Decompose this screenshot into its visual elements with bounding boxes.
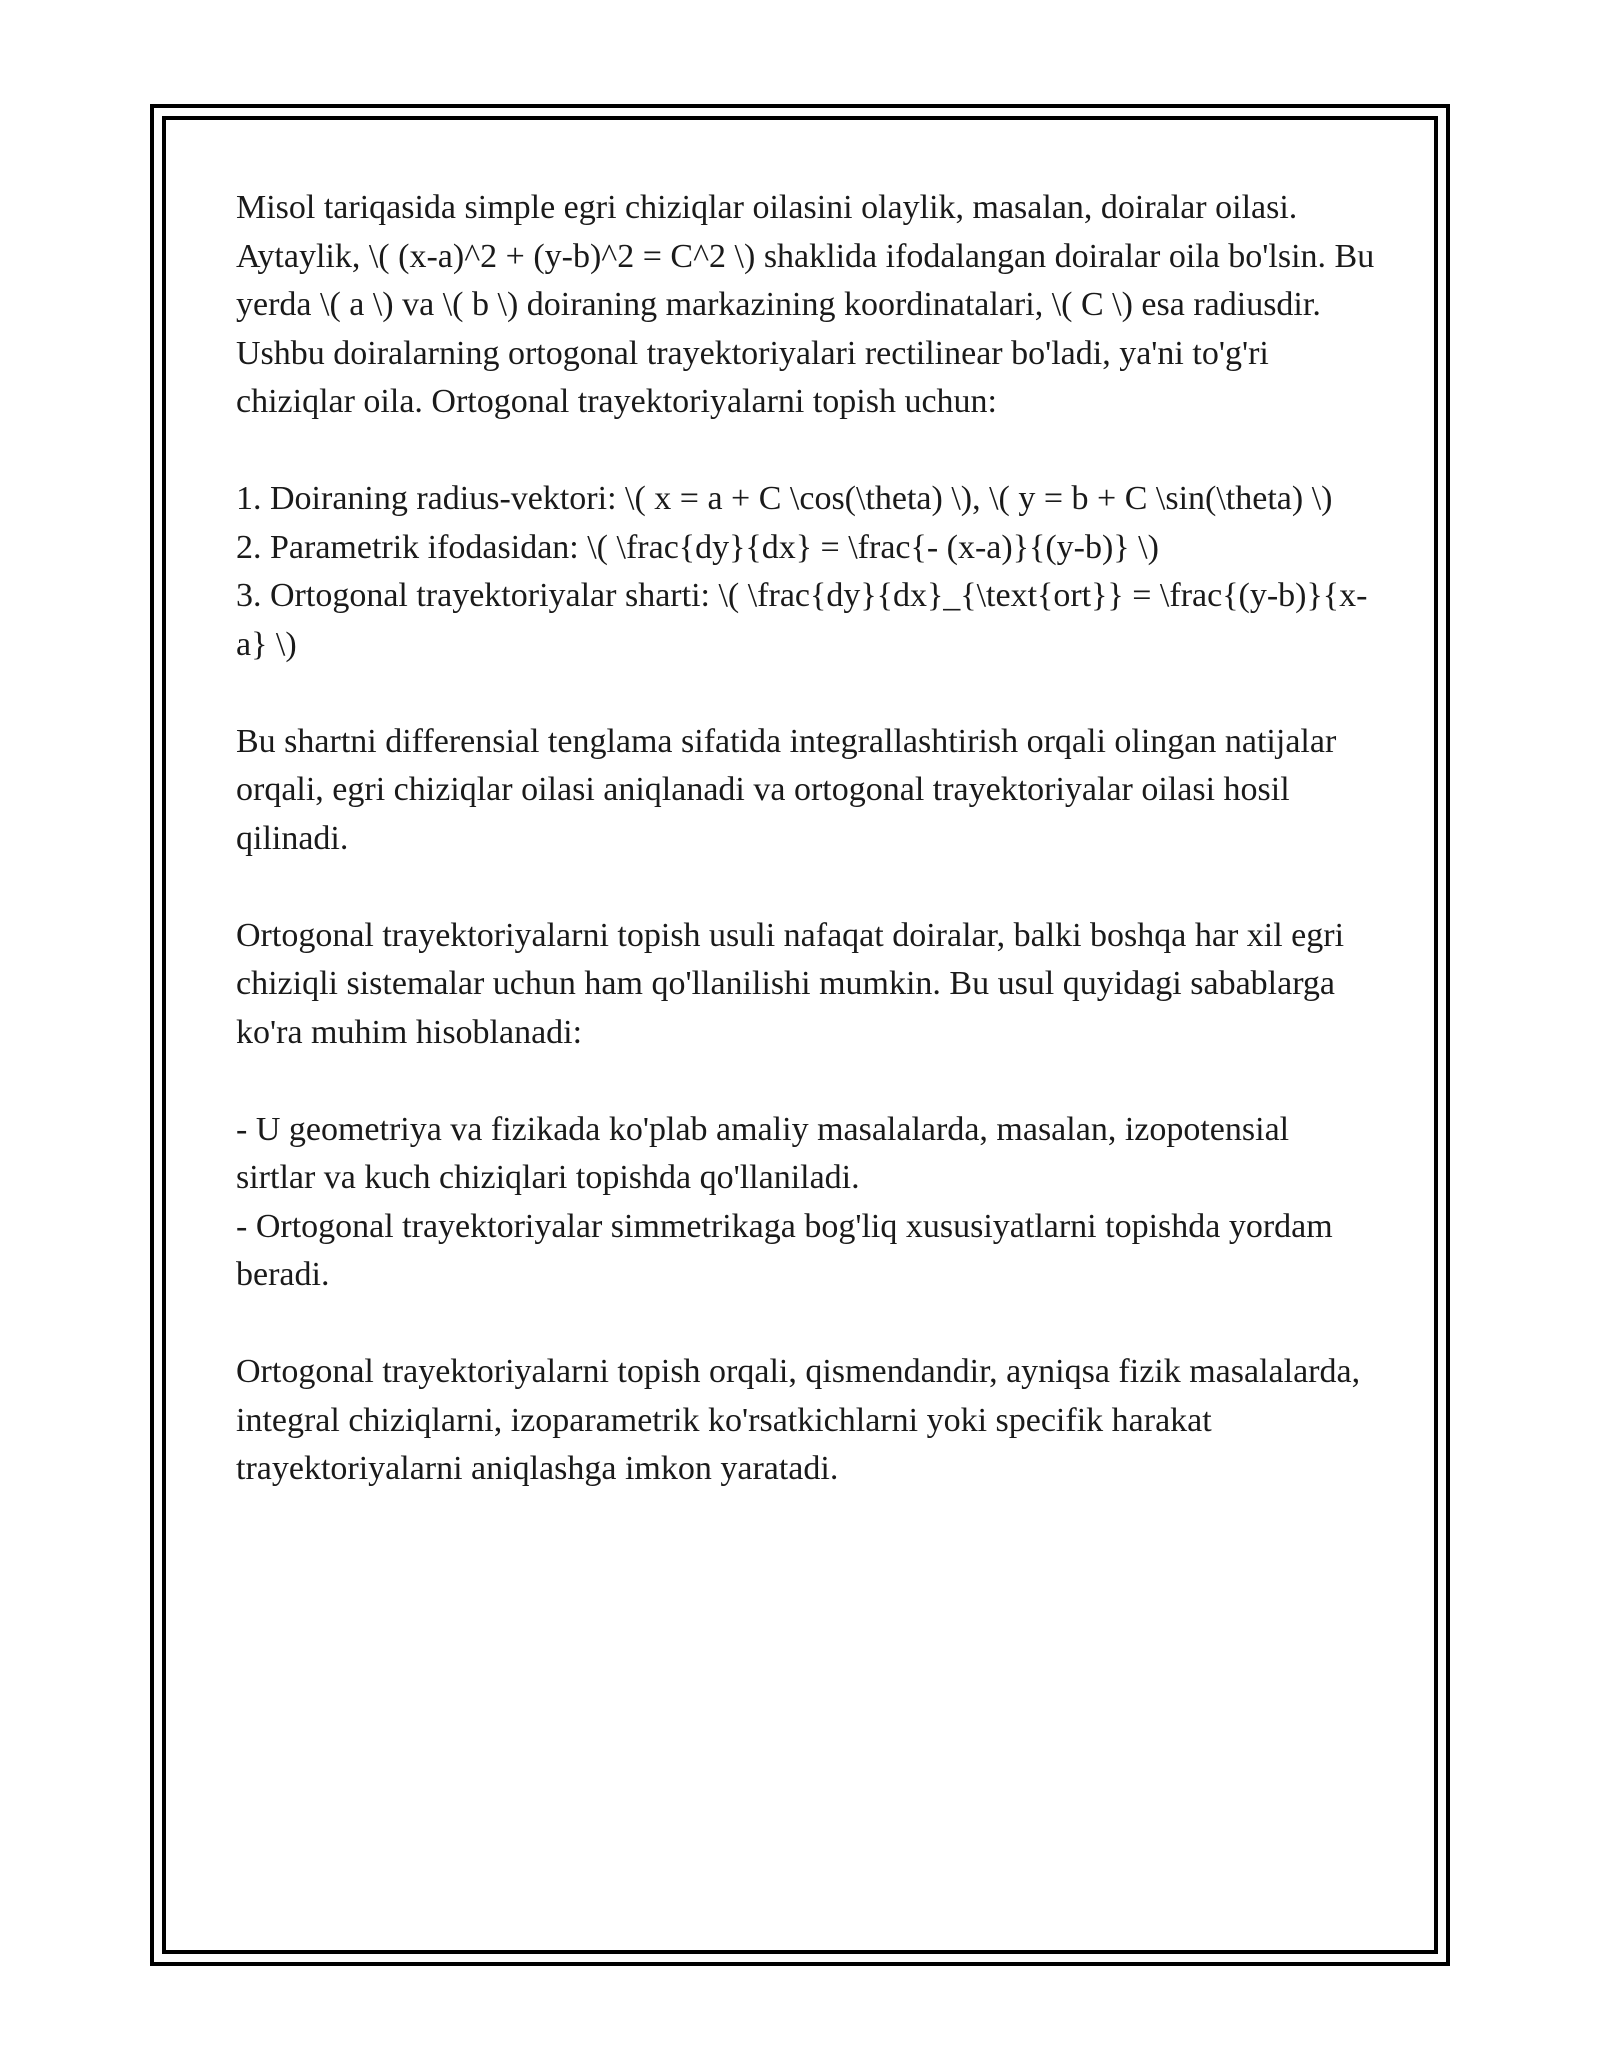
paragraph-gap — [236, 427, 1376, 476]
paragraph-gap — [236, 863, 1376, 912]
document-body — [236, 184, 1376, 1494]
paragraph-method: Ortogonal trayektoriyalarni topish usuli nafaqat doiralar, balki boshqa har xil egri chiziqli sistemalar uchun ham qo'llanilishi mumkin. Bu usul quyidagi sabablarga ko'ra muhim hisoblanadi: — [236, 916, 1345, 1051]
paragraph-gap — [236, 1300, 1376, 1349]
bullet-item-2: - Ortogonal trayektoriyalar simmetrikaga bog'liq xususiyatlarni topishda yordam beradi. — [236, 1207, 1333, 1293]
numbered-item-1: 1. Doiraning radius-vektori: \( x = a + C \cos(\theta) \), \( y = b + C \sin(\theta) \) — [236, 480, 1333, 517]
numbered-item-2: 2. Parametrik ifodasidan: \( \frac{dy}{dx} = \frac{- (x-a)}{(y-b)} \) — [236, 528, 1159, 566]
paragraph-conclusion: Ortogonal trayektoriyalarni topish orqali, qismendandir, ayniqsa fizik masalalarda, integral chiziqlarni, izoparametrik ko'rsatkichlarni yoki specifik harakat trayektoriyalarni aniqlashga imkon yaratadi. — [236, 1353, 1361, 1487]
paragraph-gap — [236, 669, 1376, 718]
paragraph-gap — [236, 1057, 1376, 1106]
bullet-item-1: - U geometriya va fizikada ko'plab amaliy masalalarda, masalan, izopotensial sirtlar va kuch chiziqlari topishda qo'llaniladi. — [236, 1110, 1290, 1196]
numbered-item-3: 3. Ortogonal trayektoriyalar sharti: \( \frac{dy}{dx}_{\text{ort}} = \frac{(y-b)}{x-a} \) — [236, 577, 1368, 663]
paragraph-intro: Misol tariqasida simple egri chiziqlar oilasini olaylik, masalan, doiralar oilasi. Aytaylik, \( (x-a)^2 + (y-b)^2 = C^2 \) shaklida ifodalangan doiralar oila bo'lsin. Bu yerda \( a \) va \( b \) doiraning markazining koordinatalari, \( C \) esa radiusdir. Ushbu doiralarning ortogonal trayektoriyalari rectilinear bo'ladi, ya'ni to'g'ri chiziqlar oila. Ortogonal trayektoriyalarni topish uchun: — [236, 189, 1375, 420]
paragraph-integration: Bu shartni differensial tenglama sifatida integrallashtirish orqali olingan natijalar orqali, egri chiziqlar oilasi aniqlanadi va ortogonal trayektoriyalar oilasi hosil qilinadi. — [236, 722, 1337, 857]
